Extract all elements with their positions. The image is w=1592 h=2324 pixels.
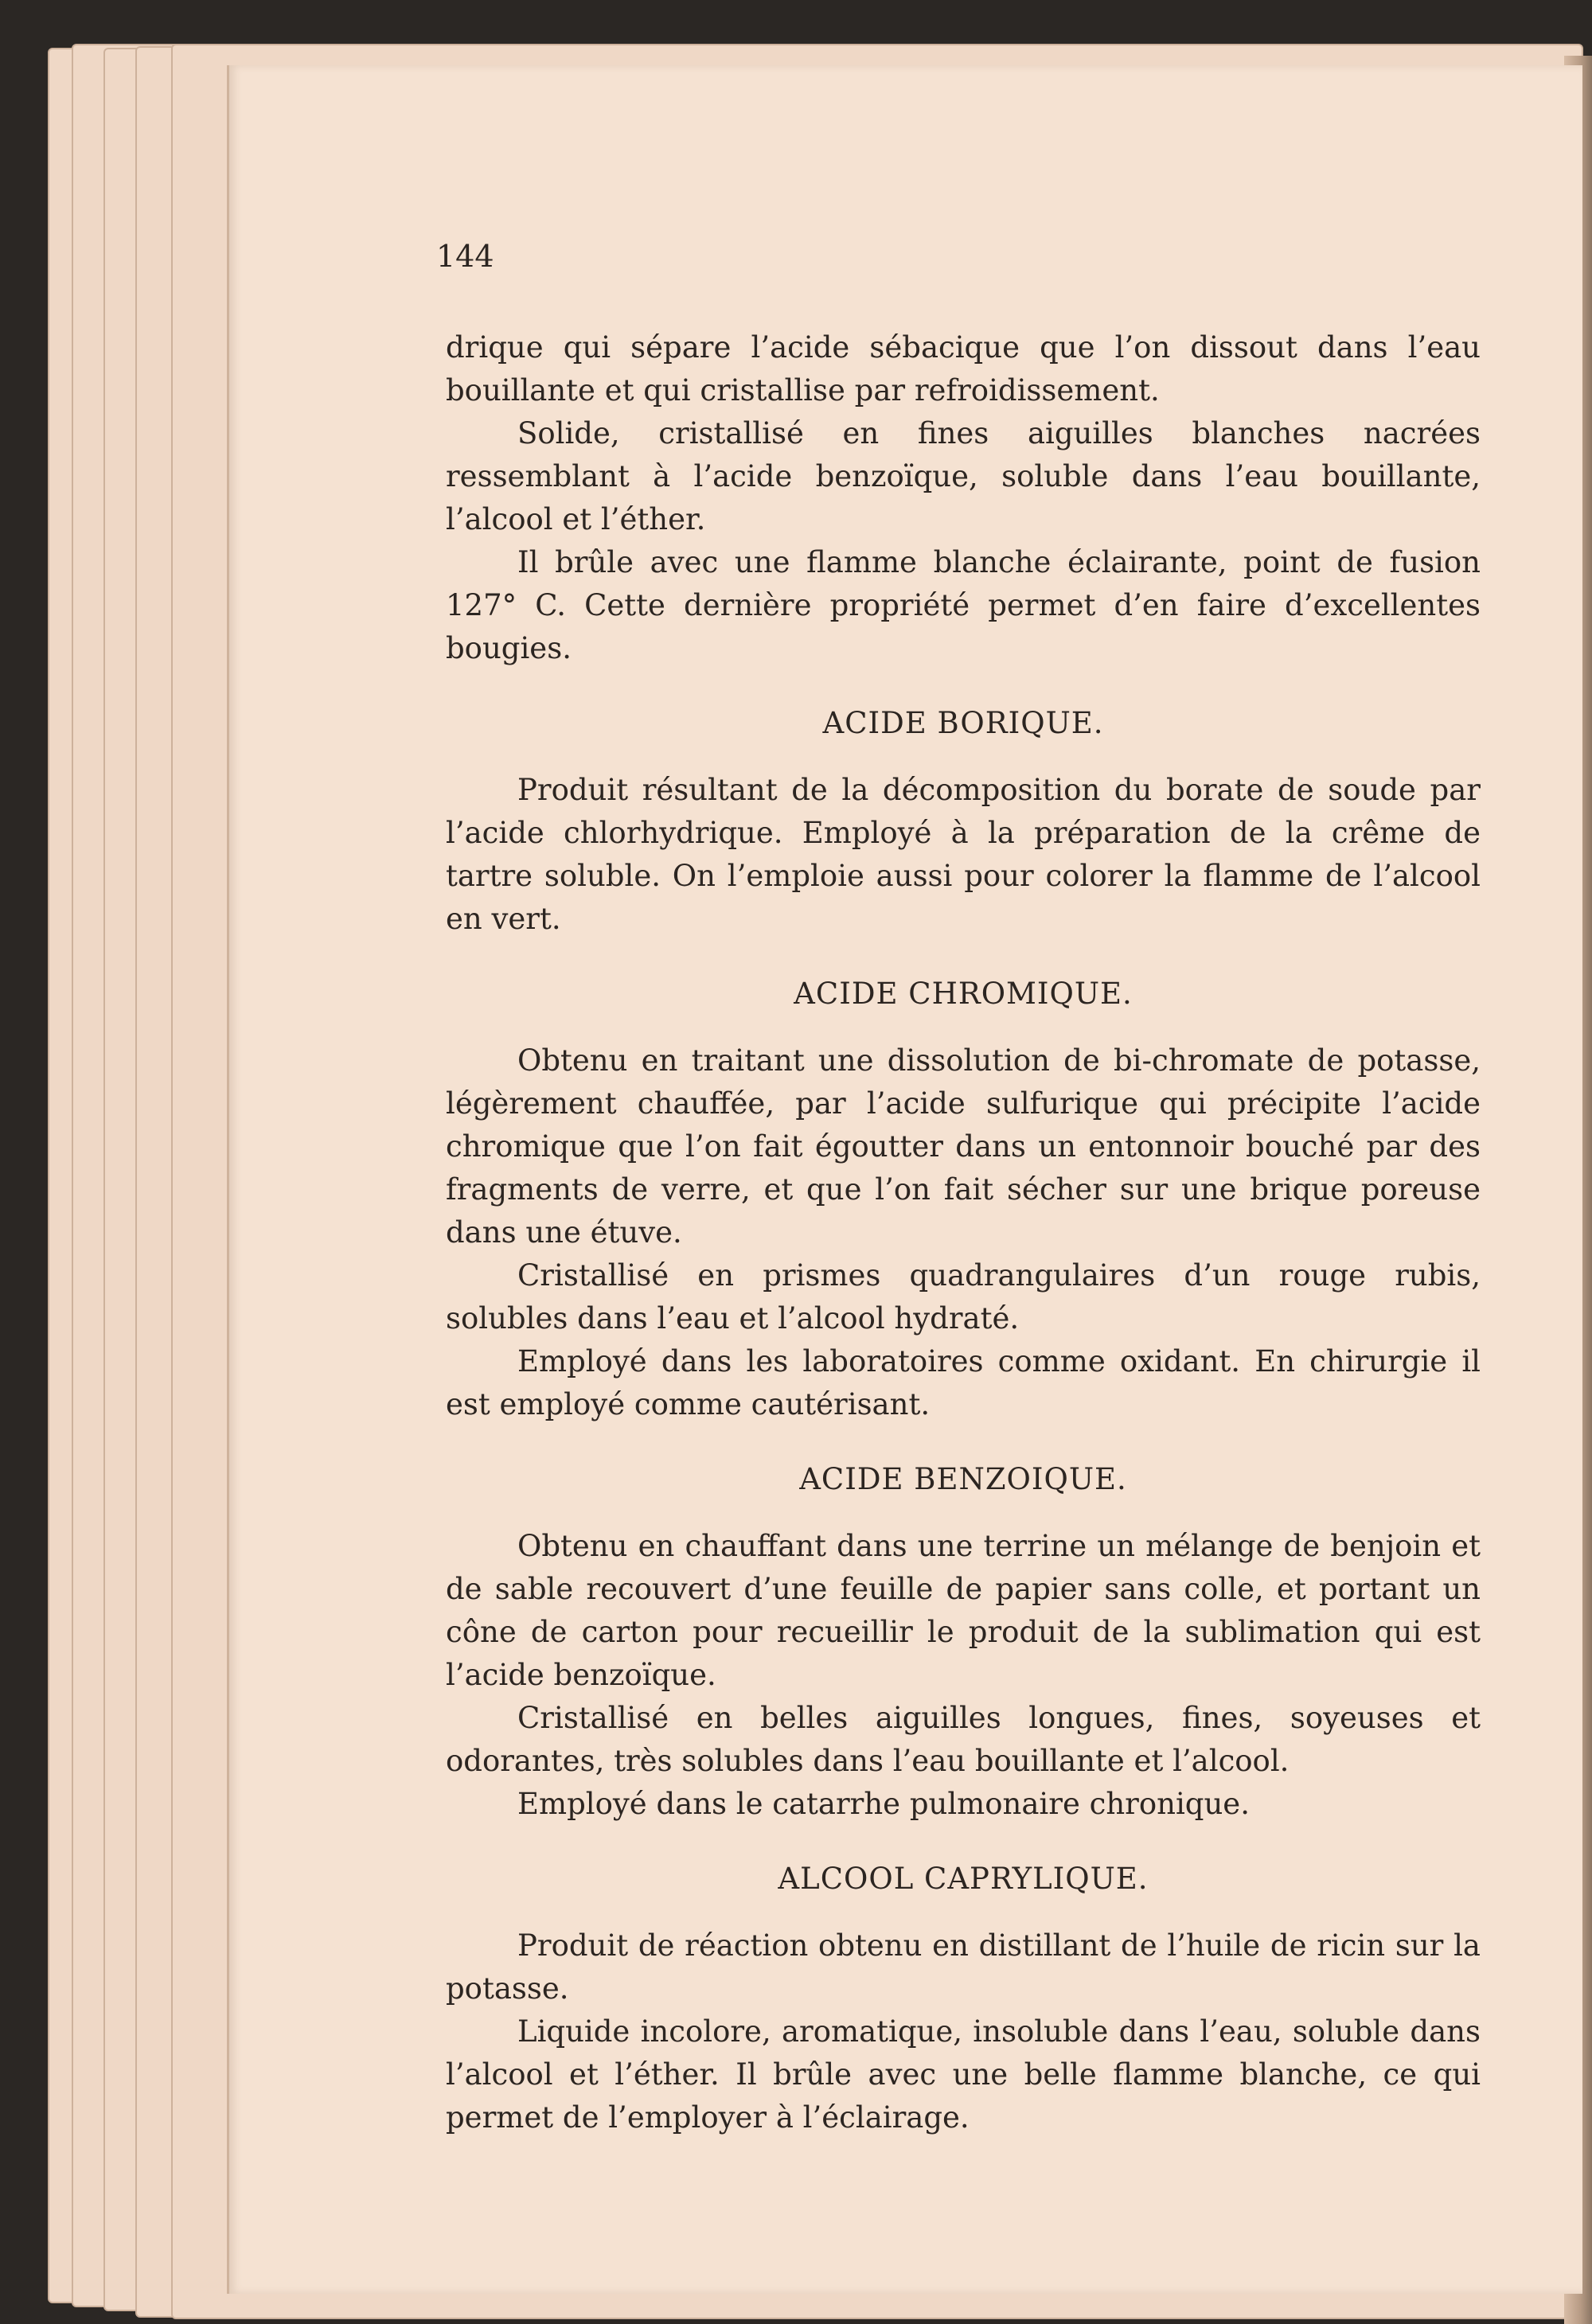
paragraph: Produit résultant de la décomposition du borate de soude par l’acide chlorhydrique. Employé à la préparation de la crême de tartre soluble. On l’emploie aussi pour colorer la flamme de l’alcool en vert. xyxy=(446,773,1481,936)
paragraph: Liquide incolore, aromatique, insoluble dans l’eau, soluble dans l’alcool et l’éther. Il brûle avec une belle flamme blanche, ce qui permet de l’employer à l’éclairage. xyxy=(446,2014,1481,2135)
page-text xyxy=(446,326,1481,2139)
paragraph: Produit de réaction obtenu en distillant de l’huile de ricin sur la potasse. xyxy=(446,1928,1481,2006)
paragraph: Employé dans les laboratoires comme oxidant. En chirurgie il est employé comme cautérisant. xyxy=(446,1344,1481,1421)
paragraph: Cristallisé en prismes quadrangulaires d’un rouge rubis, solubles dans l’eau et l’alcool hydraté. xyxy=(446,1258,1481,1336)
paragraph: Solide, cristallisé en fines aiguilles blanches nacrées ressemblant à l’acide benzoïque, soluble dans l’eau bouillante, l’alcool et l’éther. xyxy=(446,416,1481,536)
section-heading: ACIDE CHROMIQUE. xyxy=(794,977,1133,1011)
paragraph: Il brûle avec une flamme blanche éclairante, point de fusion 127° C. Cette dernière propriété permet d’en faire d’excellentes bougies. xyxy=(446,545,1481,665)
page-number: 144 xyxy=(436,239,494,274)
paragraph: Obtenu en chauffant dans une terrine un mélange de benjoin et de sable recouvert d’une feuille de papier sans colle, et portant un cône de carton pour recueillir le produit de la sublimation qui est l’acide benzoïque. xyxy=(446,1529,1481,1692)
paragraph: Obtenu en traitant une dissolution de bi-chromate de potasse, légèrement chauffée, par l’acide sulfurique qui précipite l’acide chromique que l’on fait égoutter dans un entonnoir bouché par des fragments de verre, et que l’on fait sécher sur une brique poreuse dans une étuve. xyxy=(446,1043,1481,1250)
paragraph: Employé dans le catarrhe pulmonaire chronique. xyxy=(517,1787,1250,1821)
section-heading: ACIDE BENZOIQUE. xyxy=(799,1462,1127,1496)
paragraph: Cristallisé en belles aiguilles longues, fines, soyeuses et odorantes, très solubles dans l’eau bouillante et l’alcool. xyxy=(446,1701,1481,1778)
section-heading: ACIDE BORIQUE. xyxy=(822,706,1104,740)
section-heading: ALCOOL CAPRYLIQUE. xyxy=(778,1862,1149,1896)
paragraph: drique qui sépare l’acide sébacique que l’on dissout dans l’eau bouillante et qui cristallise par refroidissement. xyxy=(446,330,1481,407)
